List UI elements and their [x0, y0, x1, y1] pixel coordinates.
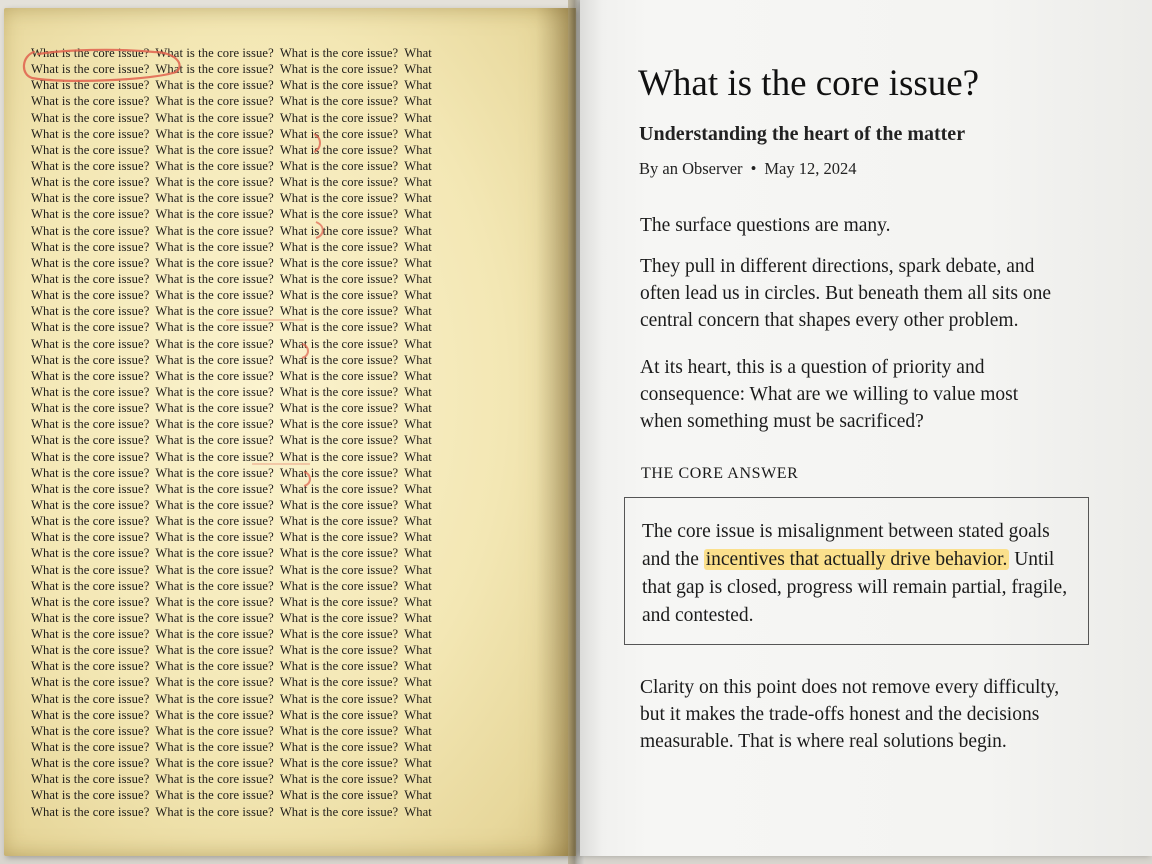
- repeated-phrase: What is the core issue?: [155, 175, 274, 190]
- closing-paragraph: Clarity on this point does not remove every difficulty, but it makes the trade-offs honest and the decisions measurable. That is where real solutions begin.: [640, 677, 1060, 752]
- repeated-line: [31, 61, 531, 77]
- repeated-line: [31, 400, 531, 416]
- repeated-phrase: What is the core issue?: [279, 804, 399, 819]
- repeated-phrase: What is the core issue?: [279, 756, 399, 771]
- repeated-phrase: What is the core issue?: [279, 707, 399, 722]
- repeated-phrase: What is the core issue?: [279, 433, 399, 448]
- repeated-phrase: What is the core issue?: [279, 94, 399, 109]
- repeated-line-tail: What: [404, 497, 432, 512]
- repeated-phrase: What is the core issue?: [31, 514, 150, 529]
- repeated-phrase: What is the core issue?: [279, 255, 399, 270]
- repeated-phrase: What is the core issue?: [155, 78, 274, 93]
- repeated-line-tail: What: [404, 691, 432, 706]
- repeated-text-block: [31, 45, 531, 825]
- repeated-phrase: What is the core issue?: [155, 772, 274, 787]
- repeated-phrase: What is the core issue?: [155, 449, 274, 464]
- repeated-line: [31, 336, 531, 352]
- repeated-line-tail: What: [404, 191, 432, 206]
- repeated-phrase: What is the core issue?: [31, 691, 150, 706]
- repeated-line: [31, 578, 531, 594]
- byline-author: By an Observer: [639, 159, 743, 178]
- repeated-phrase: What is the core issue?: [31, 433, 150, 448]
- repeated-phrase: What is the core issue?: [155, 62, 274, 77]
- repeated-phrase: What is the core issue?: [155, 110, 274, 125]
- repeated-line-tail: What: [404, 659, 432, 674]
- repeated-phrase: What is the core issue?: [31, 481, 150, 496]
- repeated-line-tail: What: [404, 481, 432, 496]
- repeated-line-tail: What: [404, 239, 432, 254]
- repeated-phrase: What is the core issue?: [31, 239, 150, 254]
- repeated-phrase: What is the core issue?: [31, 465, 150, 480]
- repeated-phrase: What is the core issue?: [155, 788, 274, 803]
- repeated-line: [31, 190, 531, 206]
- repeated-phrase: What is the core issue?: [155, 207, 274, 222]
- repeated-line: [31, 804, 531, 820]
- repeated-phrase: What is the core issue?: [31, 643, 150, 658]
- repeated-phrase: What is the core issue?: [31, 659, 150, 674]
- repeated-phrase: What is the core issue?: [155, 255, 274, 270]
- repeated-phrase: What is the core issue?: [279, 578, 399, 593]
- repeated-phrase: What is the core issue?: [31, 368, 150, 383]
- repeated-line-tail: What: [404, 78, 432, 93]
- repeated-phrase: What is the core issue?: [31, 594, 150, 609]
- repeated-line: [31, 465, 531, 481]
- repeated-phrase: What is the core issue?: [279, 481, 399, 496]
- repeated-phrase: What is the core issue?: [155, 627, 274, 642]
- repeated-line: [31, 110, 531, 126]
- repeated-line: [31, 642, 531, 658]
- repeated-line: [31, 449, 531, 465]
- repeated-line-tail: What: [404, 627, 432, 642]
- repeated-line-tail: What: [404, 46, 432, 60]
- repeated-phrase: What is the core issue?: [279, 288, 399, 303]
- repeated-line: [31, 352, 531, 368]
- repeated-phrase: What is the core issue?: [279, 627, 399, 642]
- core-answer-text: [642, 518, 1072, 630]
- repeated-phrase: What is the core issue?: [31, 417, 150, 432]
- repeated-phrase: What is the core issue?: [31, 449, 150, 464]
- repeated-phrase: What is the core issue?: [155, 610, 274, 625]
- repeated-line-tail: What: [404, 546, 432, 561]
- repeated-line: [31, 126, 531, 142]
- repeated-phrase: What is the core issue?: [155, 191, 274, 206]
- repeated-phrase: What is the core issue?: [155, 514, 274, 529]
- repeated-phrase: What is the core issue?: [155, 158, 274, 173]
- repeated-line: [31, 626, 531, 642]
- repeated-phrase: What is the core issue?: [279, 497, 399, 512]
- repeated-phrase: What is the core issue?: [279, 659, 399, 674]
- repeated-phrase: What is the core issue?: [279, 384, 399, 399]
- repeated-phrase: What is the core issue?: [279, 158, 399, 173]
- repeated-phrase: What is the core issue?: [155, 707, 274, 722]
- repeated-phrase: What is the core issue?: [155, 643, 274, 658]
- repeated-phrase: What is the core issue?: [31, 175, 150, 190]
- repeated-phrase: What is the core issue?: [31, 62, 150, 77]
- repeated-phrase: What is the core issue?: [31, 530, 150, 545]
- repeated-line-tail: What: [404, 223, 432, 238]
- repeated-line-tail: What: [404, 384, 432, 399]
- repeated-phrase: What is the core issue?: [31, 142, 150, 157]
- section-heading-core-answer: THE CORE ANSWER: [641, 465, 799, 482]
- repeated-line: [31, 739, 531, 755]
- repeated-line: [31, 658, 531, 674]
- article-subtitle: Understanding the heart of the matter: [639, 123, 966, 145]
- repeated-line-tail: What: [404, 401, 432, 416]
- repeated-phrase: What is the core issue?: [279, 788, 399, 803]
- repeated-phrase: What is the core issue?: [31, 804, 150, 819]
- repeated-phrase: What is the core issue?: [31, 46, 150, 60]
- repeated-line: [31, 497, 531, 513]
- repeated-phrase: What is the core issue?: [155, 352, 274, 367]
- repeated-phrase: What is the core issue?: [31, 207, 150, 222]
- repeated-phrase: What is the core issue?: [155, 659, 274, 674]
- repeated-phrase: What is the core issue?: [31, 788, 150, 803]
- repeated-phrase: What is the core issue?: [279, 207, 399, 222]
- repeated-line-tail: What: [404, 449, 432, 464]
- repeated-phrase: What is the core issue?: [31, 384, 150, 399]
- repeated-line-tail: What: [404, 465, 432, 480]
- repeated-phrase: What is the core issue?: [155, 465, 274, 480]
- repeated-line-tail: What: [404, 142, 432, 157]
- repeated-line-tail: What: [404, 433, 432, 448]
- core-answer-before: The core issue is misalignment between stated goals and the: [642, 521, 1050, 570]
- repeated-line-tail: What: [404, 175, 432, 190]
- repeated-phrase: What is the core issue?: [279, 562, 399, 577]
- repeated-line: [31, 223, 531, 239]
- repeated-phrase: What is the core issue?: [279, 514, 399, 529]
- repeated-line: [31, 319, 531, 335]
- repeated-line: [31, 206, 531, 222]
- repeated-line: [31, 45, 531, 61]
- repeated-phrase: What is the core issue?: [31, 497, 150, 512]
- repeated-phrase: What is the core issue?: [279, 191, 399, 206]
- repeated-line-tail: What: [404, 368, 432, 383]
- repeated-phrase: What is the core issue?: [31, 610, 150, 625]
- repeated-line: [31, 432, 531, 448]
- repeated-phrase: What is the core issue?: [155, 433, 274, 448]
- repeated-phrase: What is the core issue?: [279, 401, 399, 416]
- repeated-line: [31, 142, 531, 158]
- repeated-phrase: What is the core issue?: [279, 78, 399, 93]
- repeated-phrase: What is the core issue?: [31, 401, 150, 416]
- repeated-line: [31, 481, 531, 497]
- repeated-line: [31, 610, 531, 626]
- repeated-phrase: What is the core issue?: [31, 110, 150, 125]
- repeated-phrase: What is the core issue?: [155, 546, 274, 561]
- repeated-phrase: What is the core issue?: [279, 643, 399, 658]
- repeated-phrase: What is the core issue?: [31, 352, 150, 367]
- repeated-phrase: What is the core issue?: [155, 271, 274, 286]
- repeated-phrase: What is the core issue?: [279, 368, 399, 383]
- repeated-phrase: What is the core issue?: [31, 578, 150, 593]
- repeated-line: [31, 691, 531, 707]
- repeated-phrase: What is the core issue?: [31, 546, 150, 561]
- repeated-phrase: What is the core issue?: [155, 304, 274, 319]
- repeated-line-tail: What: [404, 530, 432, 545]
- repeated-line-tail: What: [404, 352, 432, 367]
- repeated-line: [31, 771, 531, 787]
- repeated-phrase: What is the core issue?: [155, 288, 274, 303]
- repeated-phrase: What is the core issue?: [279, 352, 399, 367]
- repeated-phrase: What is the core issue?: [279, 320, 399, 335]
- repeated-phrase: What is the core issue?: [279, 449, 399, 464]
- repeated-phrase: What is the core issue?: [31, 191, 150, 206]
- repeated-phrase: What is the core issue?: [279, 675, 399, 690]
- paragraph-priority: At its heart, this is a question of priority and consequence: What are we willing to value most when something must be sacrificed?: [640, 357, 1019, 432]
- repeated-line-tail: What: [404, 336, 432, 351]
- repeated-phrase: What is the core issue?: [279, 723, 399, 738]
- byline-date: May 12, 2024: [764, 159, 857, 178]
- repeated-line-tail: What: [404, 756, 432, 771]
- repeated-line: [31, 545, 531, 561]
- repeated-line-tail: What: [404, 271, 432, 286]
- repeated-phrase: What is the core issue?: [279, 62, 399, 77]
- repeated-line-tail: What: [404, 62, 432, 77]
- repeated-line: [31, 303, 531, 319]
- repeated-phrase: What is the core issue?: [279, 546, 399, 561]
- repeated-phrase: What is the core issue?: [155, 740, 274, 755]
- repeated-line: [31, 594, 531, 610]
- repeated-phrase: What is the core issue?: [31, 336, 150, 351]
- repeated-line-tail: What: [404, 207, 432, 222]
- repeated-line-tail: What: [404, 594, 432, 609]
- repeated-line: [31, 271, 531, 287]
- repeated-line-tail: What: [404, 562, 432, 577]
- repeated-phrase: What is the core issue?: [279, 772, 399, 787]
- repeated-phrase: What is the core issue?: [31, 675, 150, 690]
- repeated-phrase: What is the core issue?: [155, 368, 274, 383]
- repeated-phrase: What is the core issue?: [279, 304, 399, 319]
- repeated-phrase: What is the core issue?: [155, 756, 274, 771]
- repeated-line: [31, 77, 531, 93]
- paragraph-surface-questions: The surface questions are many.: [640, 215, 891, 236]
- repeated-phrase: What is the core issue?: [155, 594, 274, 609]
- repeated-line-tail: What: [404, 417, 432, 432]
- repeated-line-tail: What: [404, 94, 432, 109]
- article-title: What is the core issue?: [638, 63, 980, 104]
- repeated-line: [31, 384, 531, 400]
- repeated-line-tail: What: [404, 723, 432, 738]
- repeated-line-tail: What: [404, 158, 432, 173]
- repeated-phrase: What is the core issue?: [155, 723, 274, 738]
- highlighted-phrase: incentives that actually drive behavior.: [705, 549, 1008, 570]
- repeated-line-tail: What: [404, 643, 432, 658]
- repeated-line: [31, 707, 531, 723]
- repeated-phrase: What is the core issue?: [31, 740, 150, 755]
- byline: [639, 159, 856, 179]
- repeated-phrase: What is the core issue?: [279, 126, 399, 141]
- repeated-line: [31, 255, 531, 271]
- core-answer-after: Until that gap is closed, progress will remain partial, fragile, and contested.: [642, 549, 1068, 626]
- repeated-line: [31, 562, 531, 578]
- repeated-phrase: What is the core issue?: [31, 756, 150, 771]
- repeated-line-tail: What: [404, 126, 432, 141]
- repeated-phrase: What is the core issue?: [279, 417, 399, 432]
- repeated-line-tail: What: [404, 110, 432, 125]
- repeated-phrase: What is the core issue?: [31, 627, 150, 642]
- repeated-phrase: What is the core issue?: [279, 271, 399, 286]
- repeated-line-tail: What: [404, 255, 432, 270]
- left-page: [4, 8, 576, 856]
- repeated-phrase: What is the core issue?: [155, 384, 274, 399]
- repeated-phrase: What is the core issue?: [279, 610, 399, 625]
- repeated-phrase: What is the core issue?: [279, 740, 399, 755]
- repeated-phrase: What is the core issue?: [279, 142, 399, 157]
- repeated-phrase: What is the core issue?: [31, 562, 150, 577]
- repeated-line: [31, 529, 531, 545]
- repeated-line-tail: What: [404, 610, 432, 625]
- repeated-phrase: What is the core issue?: [31, 94, 150, 109]
- repeated-phrase: What is the core issue?: [31, 723, 150, 738]
- repeated-phrase: What is the core issue?: [155, 239, 274, 254]
- repeated-phrase: What is the core issue?: [31, 126, 150, 141]
- repeated-line: [31, 158, 531, 174]
- repeated-phrase: What is the core issue?: [155, 497, 274, 512]
- repeated-phrase: What is the core issue?: [155, 94, 274, 109]
- repeated-phrase: What is the core issue?: [31, 304, 150, 319]
- repeated-line: [31, 174, 531, 190]
- repeated-phrase: What is the core issue?: [279, 110, 399, 125]
- repeated-line-tail: What: [404, 740, 432, 755]
- repeated-line-tail: What: [404, 804, 432, 819]
- repeated-line: [31, 787, 531, 803]
- repeated-phrase: What is the core issue?: [31, 772, 150, 787]
- repeated-line-tail: What: [404, 320, 432, 335]
- repeated-phrase: What is the core issue?: [155, 481, 274, 496]
- repeated-phrase: What is the core issue?: [31, 78, 150, 93]
- repeated-phrase: What is the core issue?: [155, 562, 274, 577]
- repeated-phrase: What is the core issue?: [155, 401, 274, 416]
- repeated-phrase: What is the core issue?: [155, 578, 274, 593]
- repeated-phrase: What is the core issue?: [279, 465, 399, 480]
- repeated-line: [31, 368, 531, 384]
- repeated-line-tail: What: [404, 772, 432, 787]
- repeated-line: [31, 287, 531, 303]
- repeated-line: [31, 239, 531, 255]
- repeated-phrase: What is the core issue?: [279, 530, 399, 545]
- repeated-phrase: What is the core issue?: [279, 175, 399, 190]
- repeated-phrase: What is the core issue?: [31, 320, 150, 335]
- repeated-phrase: What is the core issue?: [279, 691, 399, 706]
- repeated-line-tail: What: [404, 304, 432, 319]
- repeated-phrase: What is the core issue?: [279, 336, 399, 351]
- repeated-phrase: What is the core issue?: [31, 288, 150, 303]
- repeated-phrase: What is the core issue?: [155, 223, 274, 238]
- repeated-phrase: What is the core issue?: [155, 142, 274, 157]
- repeated-line-tail: What: [404, 788, 432, 803]
- repeated-line: [31, 723, 531, 739]
- repeated-line-tail: What: [404, 514, 432, 529]
- repeated-phrase: What is the core issue?: [155, 530, 274, 545]
- repeated-phrase: What is the core issue?: [155, 417, 274, 432]
- repeated-phrase: What is the core issue?: [31, 271, 150, 286]
- repeated-phrase: What is the core issue?: [155, 46, 274, 60]
- repeated-phrase: What is the core issue?: [31, 158, 150, 173]
- repeated-phrase: What is the core issue?: [279, 239, 399, 254]
- repeated-line-tail: What: [404, 288, 432, 303]
- repeated-phrase: What is the core issue?: [279, 594, 399, 609]
- repeated-phrase: What is the core issue?: [31, 255, 150, 270]
- repeated-phrase: What is the core issue?: [155, 804, 274, 819]
- repeated-line-tail: What: [404, 707, 432, 722]
- repeated-line: [31, 755, 531, 771]
- repeated-phrase: What is the core issue?: [155, 691, 274, 706]
- repeated-line-tail: What: [404, 578, 432, 593]
- repeated-line: [31, 93, 531, 109]
- repeated-phrase: What is the core issue?: [155, 320, 274, 335]
- repeated-phrase: What is the core issue?: [155, 675, 274, 690]
- repeated-phrase: What is the core issue?: [155, 126, 274, 141]
- byline-separator: •: [750, 159, 757, 178]
- repeated-line-tail: What: [404, 675, 432, 690]
- paragraph-pull-directions: They pull in different directions, spark debate, and often lead us in circles. But beneath them all sits one central concern that shapes every other problem.: [640, 256, 1052, 331]
- repeated-line: [31, 513, 531, 529]
- repeated-phrase: What is the core issue?: [279, 223, 399, 238]
- repeated-phrase: What is the core issue?: [31, 223, 150, 238]
- repeated-phrase: What is the core issue?: [155, 336, 274, 351]
- repeated-line: [31, 416, 531, 432]
- repeated-phrase: What is the core issue?: [31, 707, 150, 722]
- repeated-line: [31, 674, 531, 690]
- repeated-phrase: What is the core issue?: [279, 46, 399, 60]
